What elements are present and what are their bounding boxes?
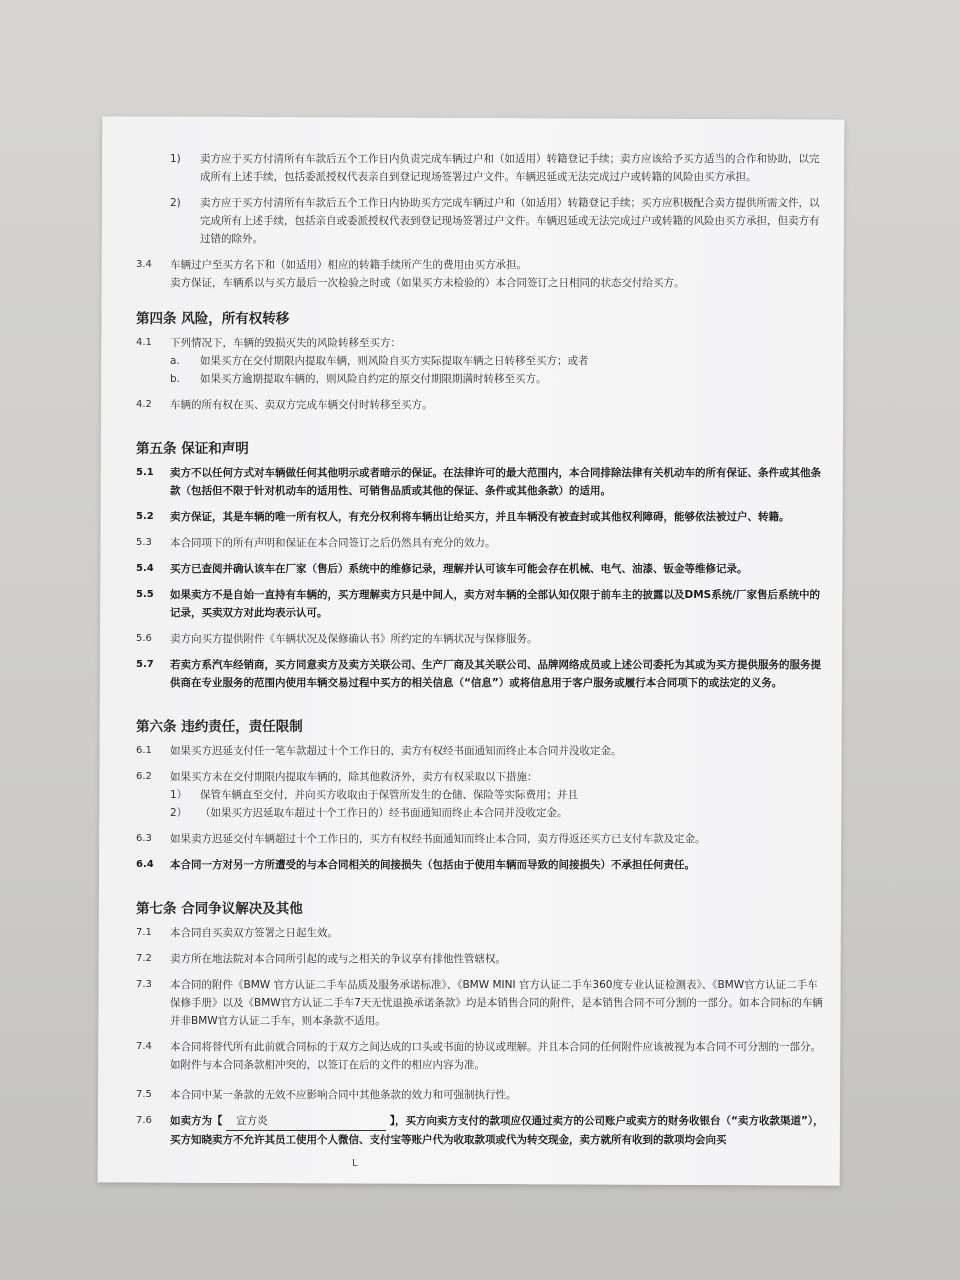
spacer (136, 700, 826, 708)
clause (136, 856, 826, 874)
spacer (136, 822, 826, 830)
spacer (136, 500, 826, 508)
clause-number: 3.4 (136, 259, 152, 270)
clause-text-post: 】，买方向卖方支付的款项应仅通过卖方的公司账户或卖方的财务收银台（“卖方收款渠道”），买方知晓卖方不允许其员工使用个人微信、支付宝等账户代为收取款项或代为转交现金，卖方就所有收到的款项均会向买 (170, 1115, 824, 1146)
clause-number: 5.6 (136, 633, 152, 644)
sub-clause (136, 352, 826, 370)
clause (136, 396, 826, 414)
clause-text: 卖方向买方提供附件《车辆状况及保修确认书》所约定的车辆状况与保修服务。 (170, 633, 538, 645)
spacer (136, 874, 826, 882)
item-number: 2) (170, 197, 181, 209)
sub-clause-text: （如果买方迟延取车超过十个工作日的）经书面通知而终止本合同并没收定金。 (200, 807, 568, 819)
clause-7-5 (136, 1086, 826, 1104)
clause (136, 1038, 826, 1074)
clause (136, 464, 826, 500)
section-heading: 第六条 违约责任，责任限制 (136, 719, 303, 735)
clause (136, 334, 826, 352)
intro-item (136, 194, 826, 248)
sub-clause (136, 370, 826, 388)
sub-clause-text: 如果买方逾期提取车辆的，则风险自约定的原交付期限期满时转移至买方。 (200, 373, 547, 385)
sub-clause-text: 如果买方在交付期限内提取车辆，则风险自买方实际提取车辆之日转移至买方；或者 (200, 355, 589, 367)
spacer (136, 968, 826, 976)
section-heading: 第四条 风险，所有权转移 (136, 311, 290, 327)
clause (136, 950, 826, 968)
clause-text: 下列情况下，车辆的毁损灭失的风险转移至买方： (170, 337, 401, 349)
clause (136, 742, 826, 760)
clause-text: 本合同将替代所有此前就合同标的于双方之间达成的口头或书面的协议或理解。并且本合同的任何附件应该被视为本合同不可分割的一部分。如附件与本合同条款相冲突的，以签订在后的文件的相应内容为准。 (170, 1041, 821, 1071)
spacer (136, 292, 826, 300)
clause-text: 卖方不以任何方式对车辆做任何其他明示或者暗示的保证。在法律许可的最大范围内，本合同排除法律有关机动车的所有保证、条件或其他条款（包括但不限于针对机动车的适用性、可销售品质或其他的保证、条件或其他条款）的适用。 (170, 467, 821, 497)
clause-text: 若卖方系汽车经销商，买方同意卖方及卖方关联公司、生产厂商及其关联公司、品牌网络成员或上述公司委托为其或为买方提供服务的服务提供商在专业服务的范围内使用车辆交易过程中买方的相关信息（“信息”）或将信息用于客户服务或履行本合同项下的或法定的义务。 (170, 659, 821, 689)
clause-number: 7.6 (136, 1115, 152, 1126)
clause (136, 768, 826, 786)
clause-text: 卖方保证，其是车辆的唯一所有权人，有充分权利将车辆出让给买方，并且车辆没有被查封或其他权利障碍，能够依法被过户、转籍。 (170, 511, 790, 523)
clause-number: 7.2 (136, 953, 152, 964)
clause-number: 7.5 (136, 1089, 152, 1100)
clause (136, 976, 826, 1030)
clause-7-6 (136, 1112, 826, 1149)
spacer (136, 1030, 826, 1038)
sub-clause-number: 1） (170, 789, 188, 801)
spacer (136, 692, 826, 700)
section-heading: 第七条 合同争议解决及其他 (136, 901, 303, 917)
spacer (136, 622, 826, 630)
sub-clause-number: b. (170, 373, 181, 385)
clause-number: 6.4 (136, 859, 154, 870)
sub-clause-text: 保管车辆直至交付，并向买方收取由于保管所发生的仓储、保险等实际费用；并且 (200, 789, 578, 801)
clause (136, 560, 826, 578)
clause (136, 830, 826, 848)
spacer (136, 388, 826, 396)
contract-page (136, 150, 826, 1149)
seller-name-field: 宣方炎 (226, 1112, 386, 1131)
spacer (136, 578, 826, 586)
clause-text: 如果买方未在交付期限内提取车辆的，除其他救济外，卖方有权采取以下措施： (170, 771, 538, 783)
clause-number: 5.7 (136, 659, 154, 670)
spacer (136, 848, 826, 856)
clause-number: 5.2 (136, 511, 154, 522)
clause (136, 586, 826, 622)
clause-text: 如果卖方不是自始一直持有车辆的，买方理解卖方只是中间人，卖方对车辆的全部认知仅限于前车主的披露以及DMS系统/厂家售后系统中的记录，买卖双方对此均表示认可。 (170, 589, 821, 619)
clause-number: 7.4 (136, 1041, 152, 1052)
spacer (136, 526, 826, 534)
clause-text: 卖方所在地法院对本合同所引起的或与之相关的争议享有排他性管辖权。 (170, 953, 506, 965)
clause-number: 4.2 (136, 399, 152, 410)
spacer (136, 186, 826, 194)
clause-text-pre: 如卖方为【 (170, 1115, 223, 1127)
clause-number: 4.1 (136, 337, 152, 348)
clause-number: 5.5 (136, 589, 154, 600)
clause-text: 卖方保证，车辆系以与买方最后一次检验之时或（如果买方未检验的）本合同签订之日相同的状态交付给买方。 (170, 277, 685, 289)
clause-text: 本合同项下的所有声明和保证在本合同签订之后仍然具有充分的效力。 (170, 537, 496, 549)
clause-text: 本合同自买卖双方签署之日起生效。 (170, 927, 338, 939)
clause-text: 本合同中某一条款的无效不应影响合同中其他条款的效力和可强制执行性。 (170, 1089, 517, 1101)
clause-text: 买方已查阅并确认该车在厂家（售后）系统中的维修记录，理解并认可该车可能会存在机械、电气、油漆、钣金等维修记录。 (170, 563, 748, 575)
clause-number: 6.2 (136, 771, 152, 782)
spacer (136, 422, 826, 430)
clause-text: 本合同一方对另一方所遭受的与本合同相关的间接损失（包括由于使用车辆而导致的间接损失）不承担任何责任。 (170, 859, 695, 871)
clause-number: 5.1 (136, 467, 154, 478)
clause-number: 5.3 (136, 537, 152, 548)
item-text: 卖方应于买方付清所有车款后五个工作日内协助买方完成车辆过户和（如适用）转籍登记手续；买方应积极配合卖方提供所需文件，以完成所有上述手续，包括亲自或委派授权代表到登记现场签署过户文件。车辆迟延或无法完成过户或转籍的风险由买方承担，但卖方有过错的除外。 (200, 197, 820, 245)
clause (136, 630, 826, 648)
spacer (136, 942, 826, 950)
clause-number: 6.3 (136, 833, 152, 844)
clause-text: 如果卖方迟延交付车辆超过十个工作日的，买方有权经书面通知而终止本合同，卖方得返还买方已支付车款及定金。 (170, 833, 706, 845)
sub-clause (136, 804, 826, 822)
spacer (136, 648, 826, 656)
item-text: 卖方应于买方付清所有车款后五个工作日内负责完成车辆过户和（如适用）转籍登记手续；卖方应该给予买方适当的合作和协助，以完成所有上述手续，包括委派授权代表亲自到登记现场签署过户文件。车辆迟延或无法完成过户或转籍的风险由买方承担。 (200, 153, 820, 183)
spacer (136, 552, 826, 560)
clause-number: 7.3 (136, 979, 152, 990)
page-mark: L (352, 1158, 358, 1169)
clause-text: 车辆过户至买方名下和（如适用）相应的转籍手续所产生的费用由买方承担。 (170, 259, 527, 271)
spacer (136, 882, 826, 890)
sub-clause (136, 786, 826, 804)
clause-text: 本合同的附件《BMW 官方认证二手车品质及服务承诺标准》、《BMW MINI 官方认证二手车360度专业认证检测表》、《BMW官方认证二手车保修手册》以及《BMW官方认证二手车7天无忧退换承诺条款》均是本销售合同的附件，是本销售合同不可分割的一部分。如本合同标的车辆并非BMW官方认证二手车，则本条款不适用。 (170, 979, 823, 1027)
sub-clause-number: a. (170, 355, 180, 367)
clause (136, 534, 826, 552)
spacer (136, 1074, 826, 1082)
clause-number: 7.1 (136, 927, 152, 938)
intro-item (136, 150, 826, 186)
clause (136, 508, 826, 526)
item-number: 1) (170, 153, 181, 165)
clause-text: 如果买方迟延支付任一笔车款超过十个工作日的，卖方有权经书面通知而终止本合同并没收定金。 (170, 745, 622, 757)
clause-text: 车辆的所有权在买、卖双方完成车辆交付时转移至买方。 (170, 399, 433, 411)
sub-clause-number: 2） (170, 807, 188, 819)
spacer (136, 414, 826, 422)
clause-3-4 (136, 256, 826, 292)
clause (136, 924, 826, 942)
clause (136, 656, 826, 692)
spacer (136, 760, 826, 768)
clause-number: 5.4 (136, 563, 154, 574)
clause-number: 6.1 (136, 745, 152, 756)
section-heading: 第五条 保证和声明 (136, 441, 249, 457)
